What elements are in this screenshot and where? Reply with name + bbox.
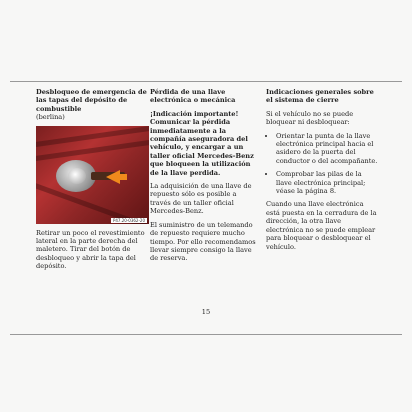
remote-replacement-text: El suministro de un telemando de repuesto requiere mucho tiempo. Por ello recomendamos llevar siempre consigo la llave de reserva.	[150, 220, 256, 263]
important-body: Comunicar la pérdida inmediatamente a la compañía aseguradora del vehículo, y encargar a un taller oficial Mercedes-Benz que bloqueen la utilización de la llave perdida.	[150, 118, 254, 177]
fuel-cap-center	[68, 168, 86, 184]
pull-arrow-icon	[106, 170, 120, 184]
bullet-item: • Orientar la punta de la llave electrónica principal hacia el asidero de la puerta del conductor o del acompañante.	[276, 132, 378, 166]
bottom-divider	[10, 334, 402, 335]
lost-key-heading: Pérdida de una llave electrónica o mecánica	[150, 88, 236, 105]
important-title: ¡Indicación importante!	[150, 109, 239, 118]
pull-arrow-shaft	[119, 174, 127, 180]
locking-bullets	[266, 132, 378, 196]
top-divider	[10, 81, 402, 82]
locking-system-heading: Indicaciones generales sobre el sistema de cierre	[266, 88, 374, 105]
fuel-cap-heading: Desbloqueo de emergencia de las tapas del depósito de combustible	[36, 88, 147, 113]
page-number: 15	[201, 308, 211, 316]
fuel-cap-subheading: (berlina)	[36, 113, 65, 122]
fuel-cap-instructions: Retirar un poco el revestimiento lateral en la parte derecha del maletero. Tirar del botón de desbloqueo y abrir la tapa del depósito.	[36, 228, 145, 271]
replacement-key-text: La adquisición de una llave de repuesto sólo es posible a través de un taller oficial Mercedes-Benz.	[150, 182, 252, 216]
locking-note: Cuando una llave electrónica está puesta en la cerradura de la dirección, la otra llave electrónica no se puede emplear para bloquear o desbloquear el vehículo.	[266, 200, 377, 251]
trunk-release-photo	[36, 126, 149, 224]
middle-column	[150, 88, 258, 263]
locking-intro: Si el vehículo no se puede bloquear ni desbloquear:	[266, 109, 354, 127]
left-column	[36, 88, 152, 271]
right-column	[266, 88, 378, 251]
image-code: P47.20-0362-20	[112, 217, 145, 223]
bullet-item: • Comprobar las pilas de la llave electrónica principal; véase la página 8.	[276, 170, 378, 195]
